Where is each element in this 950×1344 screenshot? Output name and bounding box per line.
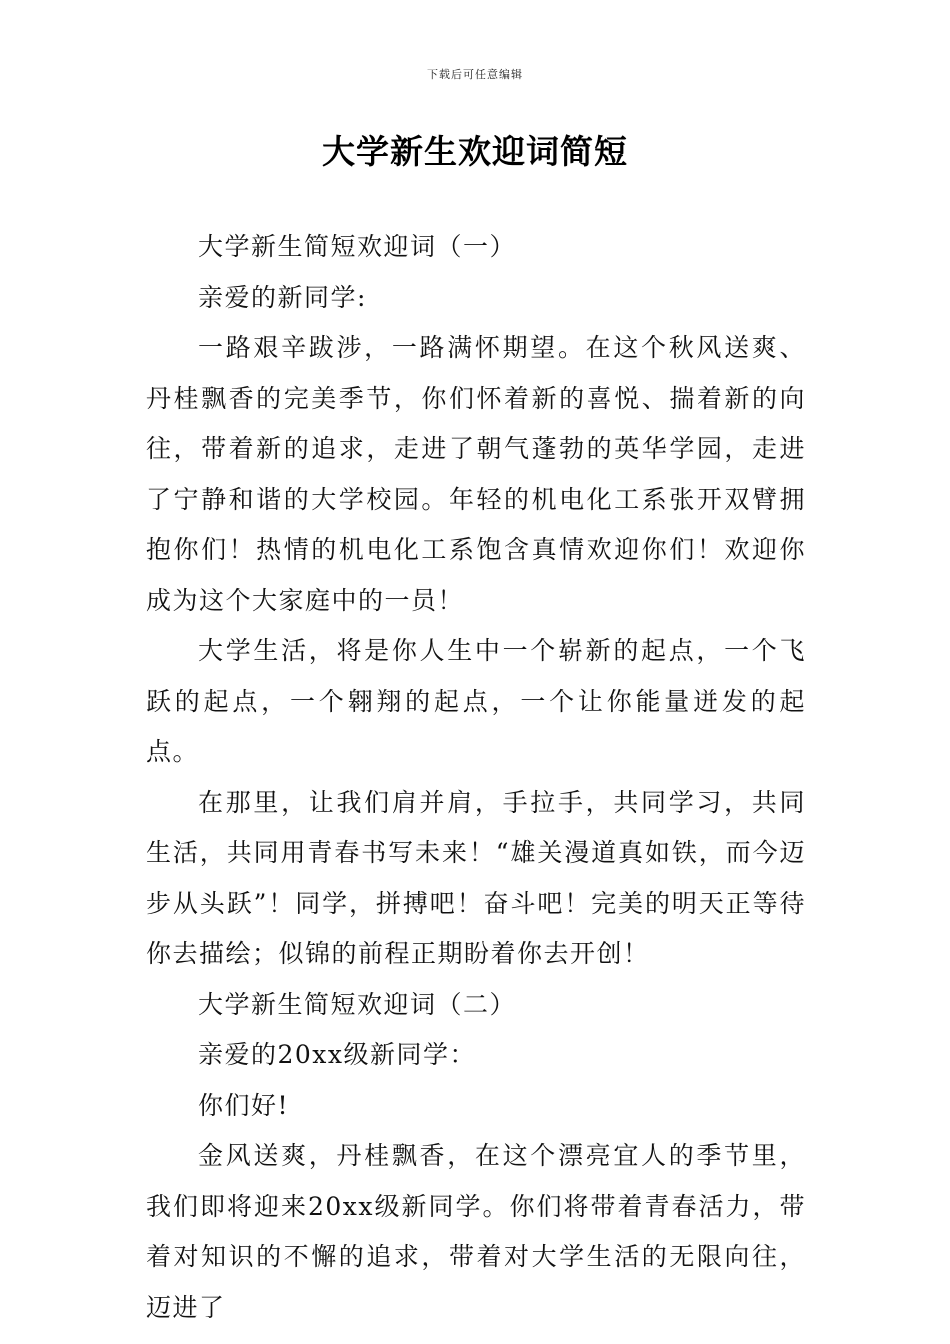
paragraph-college-life: 大学生活，将是你人生中一个崭新的起点，一个飞跃的起点，一个翱翔的起点，一个让你能量迸发的起点。 [146, 636, 806, 766]
greeting: 你们好! [198, 1090, 290, 1120]
salutation-two: 亲爱的20xx级新同学： [198, 1040, 477, 1069]
paragraph-together: 在那里，让我们肩并肩，手拉手，共同学习，共同生活，共同用青春书写未来！“雄关漫道真如铁，而今迈步从头跃”！同学，拼搏吧！奋斗吧！完美的明天正等待你去描绘；似锦的前程正期盼着你去开创！ [146, 787, 806, 968]
paragraph-welcome: 一路艰辛跋涉，一路满怀期望。在这个秋风送爽、丹桂飘香的完美季节，你们怀着新的喜悦、揣着新的向往，带着新的追求，走进了朝气蓬勃的英华学园，走进了宁静和谐的大学校园。年轻的机电化工系张开双臂拥抱你们！热情的机电化工系饱含真情欢迎你们！欢迎你成为这个大家庭中的一员！ [146, 333, 806, 615]
section-heading-one: 大学新生简短欢迎词（一） [198, 232, 517, 261]
header-note: 下载后可任意编辑 [427, 68, 523, 81]
section-heading-two: 大学新生简短欢迎词（二） [198, 989, 517, 1019]
document-title: 大学新生欢迎词简短 [322, 132, 628, 171]
document-body [146, 222, 806, 1333]
paragraph-autumn: 金风送爽，丹桂飘香，在这个漂亮宜人的季节里，我们即将迎来20xx级新同学。你们将带着青春活力，带着对知识的不懈的追求，带着对大学生活的无限向往，迈进了 [146, 1141, 806, 1322]
salutation-one: 亲爱的新同学: [198, 282, 367, 312]
